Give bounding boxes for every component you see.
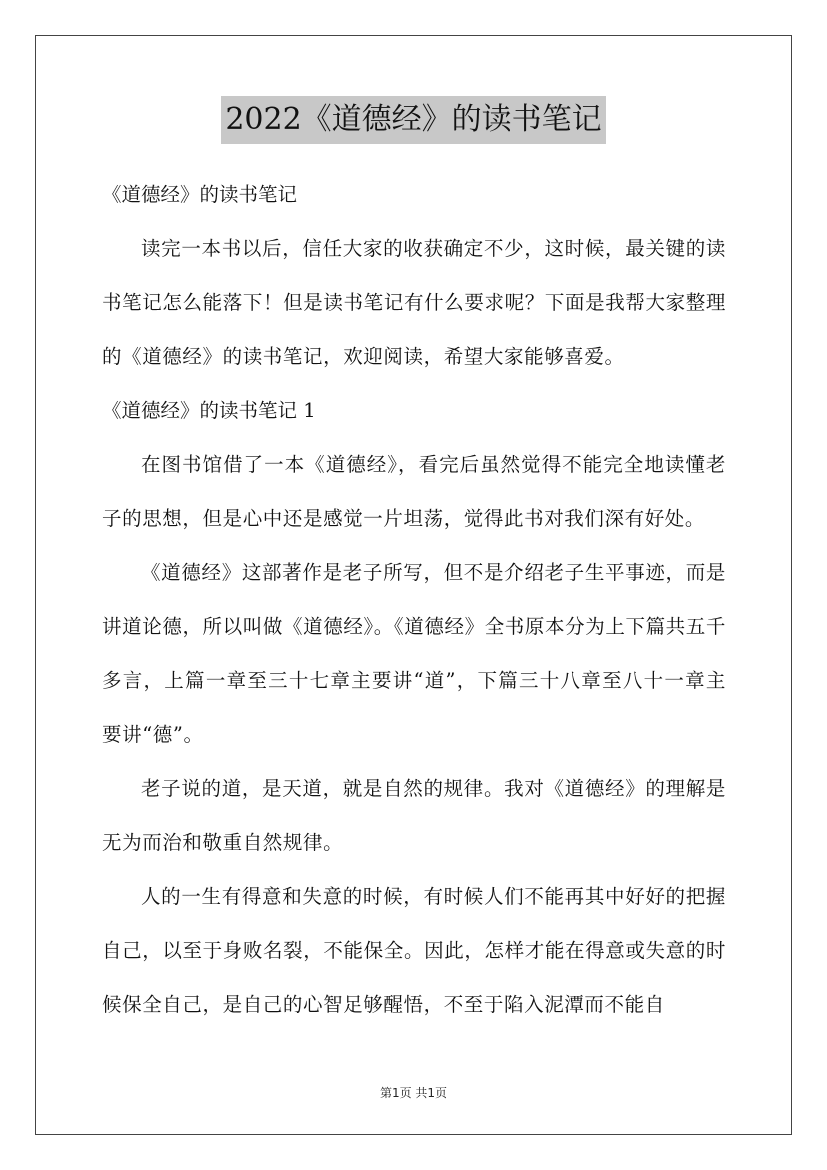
page-footer — [0, 1084, 827, 1101]
paragraph: 在图书馆借了一本《道德经》，看完后虽然觉得不能完全地读懂老子的思想，但是心中还是感觉一片坦荡，觉得此书对我们深有好处。 — [102, 453, 726, 530]
page-number: 第1页 共1页 — [379, 1086, 448, 1100]
title-container — [0, 96, 827, 144]
subheading: 《道德经》的读书笔记 1 — [102, 399, 316, 422]
paragraph: 老子说的道，是天道，就是自然的规律。我对《道德经》的理解是无为而治和敬重自然规律。 — [102, 777, 726, 854]
document-title: 2022《道德经》的读书笔记 — [221, 96, 605, 144]
document-body — [102, 168, 726, 1032]
paragraph: 读完一本书以后，信任大家的收获确定不少，这时候，最关键的读书笔记怎么能落下！但是读书笔记有什么要求呢？下面是我帮大家整理的《道德经》的读书笔记，欢迎阅读，希望大家能够喜爱。 — [102, 237, 726, 368]
subheading: 《道德经》的读书笔记 — [102, 183, 298, 206]
paragraph: 人的一生有得意和失意的时候，有时候人们不能再其中好好的把握自己，以至于身败名裂，不能保全。因此，怎样才能在得意或失意的时候保全自己，是自己的心智足够醒悟，不至于陷入泥潭而不能自 — [102, 885, 726, 1016]
paragraph: 《道德经》这部著作是老子所写，但不是介绍老子生平事迹，而是讲道论德，所以叫做《道德经》。《道德经》全书原本分为上下篇共五千多言，上篇一章至三十七章主要讲“道”，下篇三十八章至八十一章主要讲“德”。 — [102, 561, 726, 746]
